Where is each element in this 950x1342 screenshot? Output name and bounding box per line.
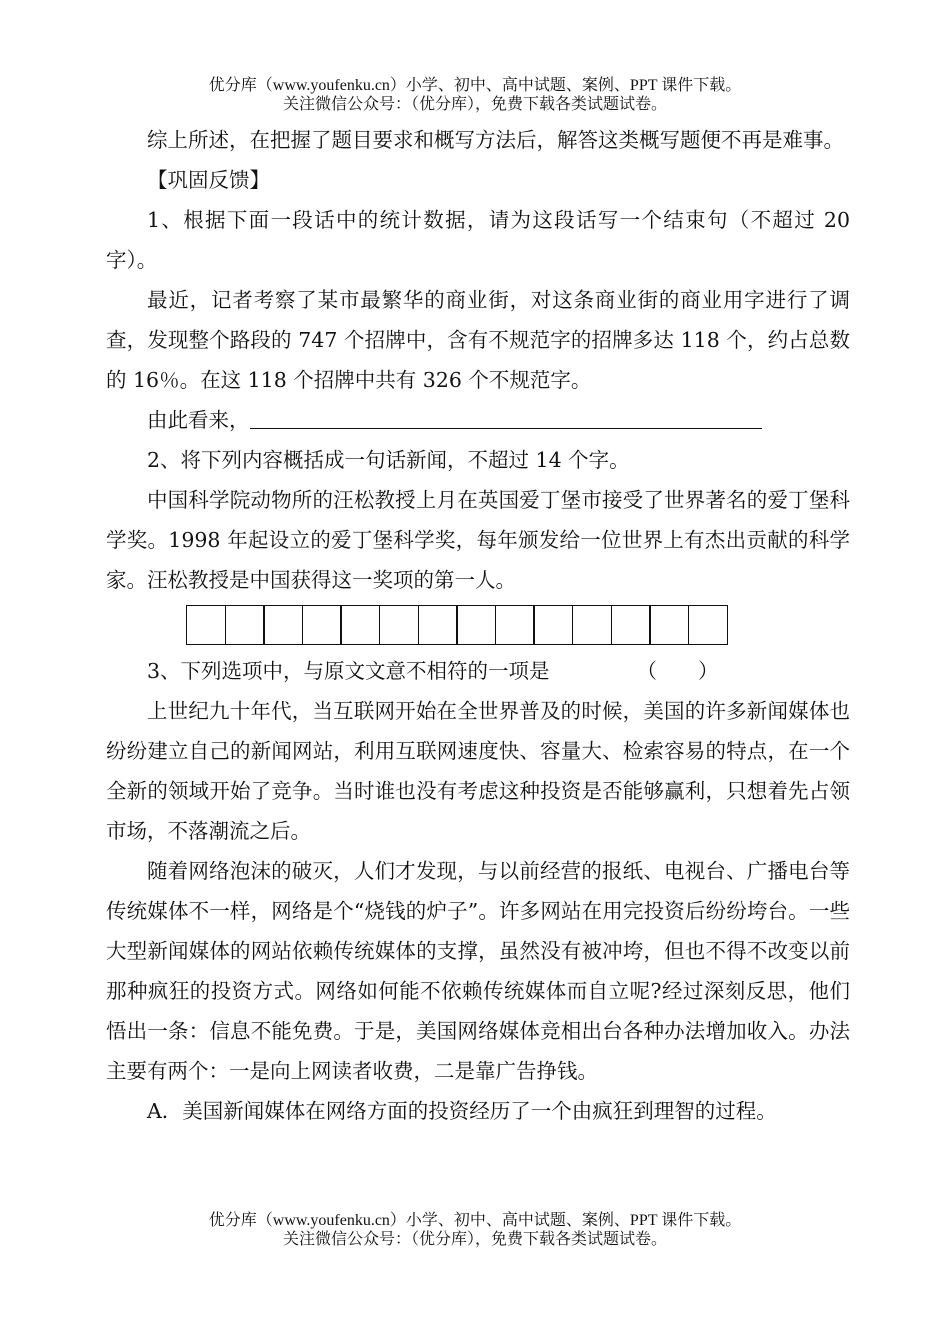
answer-box[interactable] bbox=[533, 605, 573, 645]
question-1-passage: 最近，记者考察了某市最繁华的商业街，对这条商业街的商业用字进行了调查，发现整个路段的 747 个招牌中，含有不规范字的招牌多达 118 个，约占总数的 16％。在这 118 个招牌中共有 326 个不规范字。 bbox=[106, 288, 850, 392]
answer-prefix: 由此看来， bbox=[147, 408, 250, 432]
question-3-text: 3、下列选项中，与原文文意不相符的一项是 bbox=[147, 659, 550, 683]
answer-box[interactable] bbox=[649, 605, 689, 645]
answer-box[interactable] bbox=[572, 605, 612, 645]
question-2: 2、将下列内容概括成一句话新闻，不超过 14 个字。 bbox=[147, 448, 630, 472]
answer-parentheses[interactable]: （ ） bbox=[636, 659, 719, 683]
footer-line-2: 关注微信公众号：（优分库），免费下载各类试题试卷。 bbox=[282, 1231, 667, 1248]
answer-box[interactable] bbox=[495, 605, 535, 645]
option-a: A．美国新闻媒体在网络方面的投资经历了一个由疯狂到理智的过程。 bbox=[147, 1099, 777, 1123]
section-title: 【巩固反馈】 bbox=[147, 168, 270, 192]
answer-box[interactable] bbox=[418, 605, 458, 645]
answer-box-grid bbox=[186, 605, 850, 645]
question-3 bbox=[106, 651, 850, 691]
question-3-passage-1: 上世纪九十年代，当互联网开始在全世界普及的时候，美国的许多新闻媒体也纷纷建立自己的新闻网站，利用互联网速度快、容量大、检索容易的特点，在一个全新的领域开始了竞争。当时谁也没有考虑这种投资是否能够赢利，只想着先占领市场，不落潮流之后。 bbox=[106, 699, 850, 843]
document-body bbox=[106, 120, 850, 1131]
summary-paragraph: 综上所述，在把握了题目要求和概写方法后，解答这类概写题便不再是难事。 bbox=[147, 128, 844, 152]
answer-box[interactable] bbox=[688, 605, 728, 645]
question-2-passage: 中国科学院动物所的汪松教授上月在英国爱丁堡市接受了世界著名的爱丁堡科学奖。1998 年起设立的爱丁堡科学奖，每年颁发给一位世界上有杰出贡献的科学家。汪松教授是中国获得这一奖项的第一人。 bbox=[106, 488, 850, 592]
answer-box[interactable] bbox=[379, 605, 419, 645]
answer-box[interactable] bbox=[302, 605, 342, 645]
question-1: 1、根据下面一段话中的统计数据，请为这段话写一个结束句（不超过 20 字）。 bbox=[106, 208, 850, 272]
answer-box[interactable] bbox=[456, 605, 496, 645]
answer-blank-line[interactable] bbox=[250, 404, 762, 429]
page-footer bbox=[0, 1211, 950, 1249]
question-1-answer bbox=[106, 400, 850, 440]
answer-box[interactable] bbox=[263, 605, 303, 645]
answer-box[interactable] bbox=[340, 605, 380, 645]
question-3-passage-2: 随着网络泡沫的破灭，人们才发现，与以前经营的报纸、电视台、广播电台等传统媒体不一样，网络是个“烧钱的炉子”。许多网站在用完投资后纷纷垮台。一些大型新闻媒体的网站依赖传统媒体的支撑，虽然没有被冲垮，但也不得不改变以前那种疯狂的投资方式。网络如何能不依赖传统媒体而自立呢?经过深刻反思，他们悟出一条：信息不能免费。于是，美国网络媒体竞相出台各种办法增加收入。办法主要有两个：一是向上网读者收费，二是靠广告挣钱。 bbox=[106, 859, 850, 1083]
answer-box[interactable] bbox=[186, 605, 226, 645]
footer-line-1: 优分库（www.youfenku.cn）小学、初中、高中试题、案例、PPT 课件下载。 bbox=[208, 1212, 742, 1229]
page-header bbox=[0, 76, 950, 114]
header-line-1: 优分库（www.youfenku.cn）小学、初中、高中试题、案例、PPT 课件下载。 bbox=[208, 77, 742, 94]
header-line-2: 关注微信公众号：（优分库），免费下载各类试题试卷。 bbox=[282, 96, 667, 113]
answer-box[interactable] bbox=[611, 605, 651, 645]
answer-box[interactable] bbox=[225, 605, 265, 645]
